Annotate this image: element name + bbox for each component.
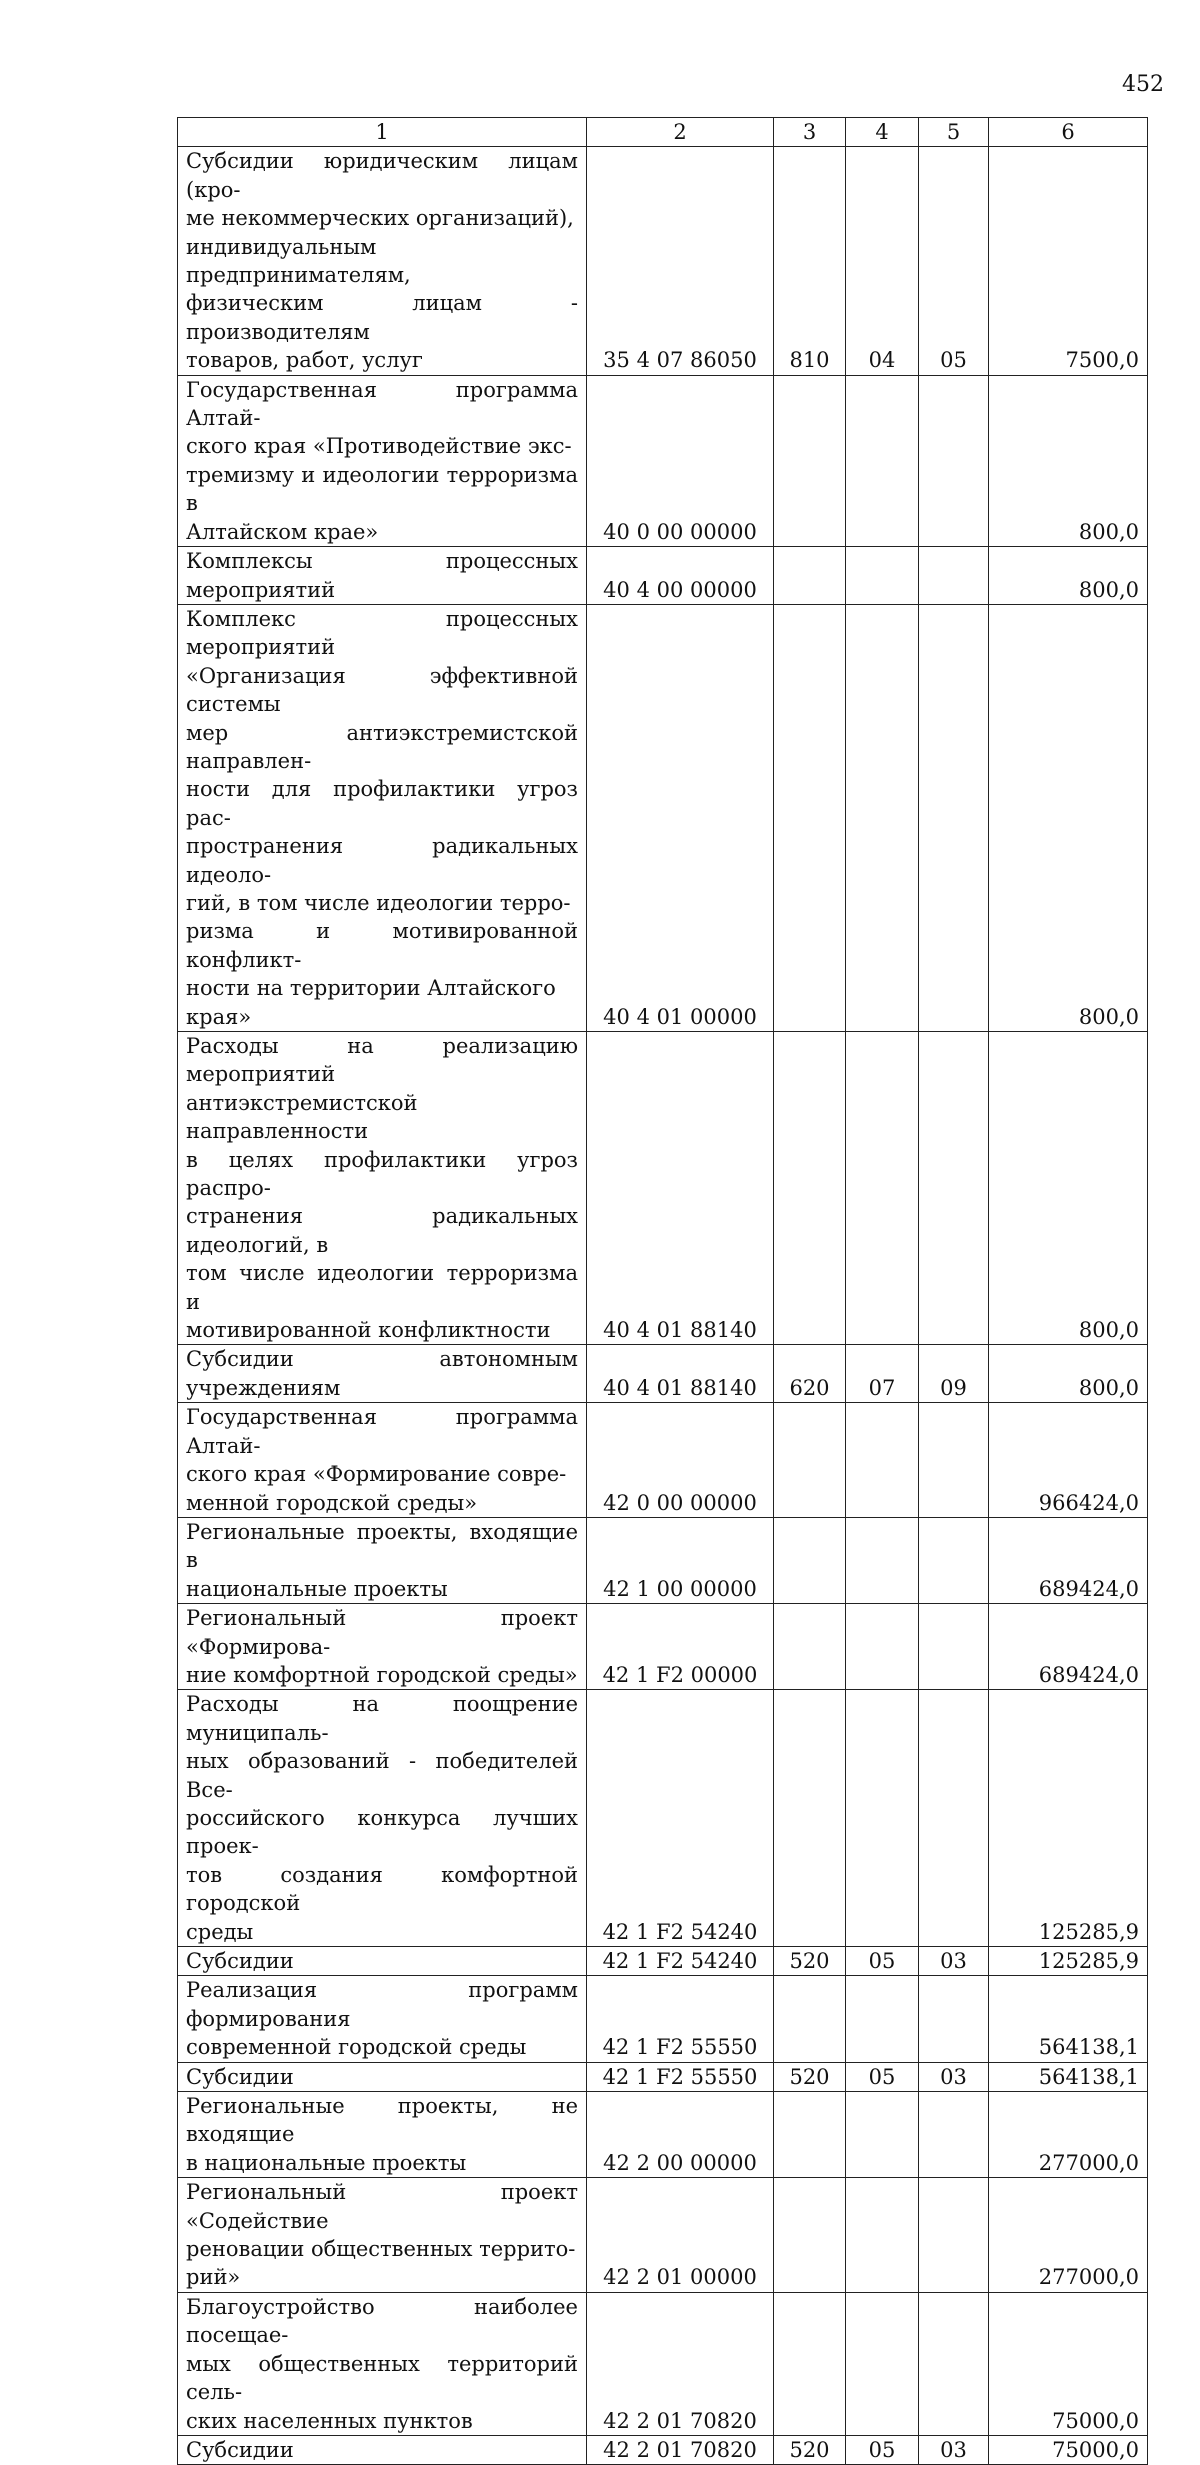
row-col-4: 05 — [846, 2062, 919, 2091]
row-code: 40 4 01 88140 — [587, 1032, 774, 1345]
row-amount: 75000,0 — [989, 2292, 1148, 2435]
row-code: 42 1 F2 00000 — [587, 1604, 774, 1690]
row-name-line: ности на территории Алтайского — [186, 976, 556, 1001]
row-col-3: 520 — [774, 2062, 846, 2091]
row-amount: 564138,1 — [989, 1976, 1148, 2062]
row-name-line: Региональный проект «Содействие — [186, 2180, 578, 2233]
table-row — [178, 2092, 1148, 2178]
row-amount: 689424,0 — [989, 1517, 1148, 1603]
row-name — [178, 2178, 587, 2293]
header-row — [178, 118, 1148, 147]
row-col-5: 05 — [919, 147, 989, 375]
row-amount: 7500,0 — [989, 147, 1148, 375]
row-col-4: 05 — [846, 2435, 919, 2464]
row-amount: 689424,0 — [989, 1604, 1148, 1690]
row-col-3 — [774, 1517, 846, 1603]
table-row — [178, 1947, 1148, 1976]
row-name — [178, 147, 587, 375]
row-name-line: мотивированной конфликтности — [186, 1318, 551, 1343]
row-col-3: 520 — [774, 1947, 846, 1976]
row-name-line: Субсидии — [186, 2064, 294, 2089]
row-code: 42 1 F2 54240 — [587, 1690, 774, 1947]
row-col-4 — [846, 1604, 919, 1690]
table-row — [178, 1517, 1148, 1603]
row-amount: 277000,0 — [989, 2178, 1148, 2293]
row-code: 42 1 F2 55550 — [587, 2062, 774, 2091]
row-col-4 — [846, 1403, 919, 1518]
row-name-line: Реализация программ формирования — [186, 1978, 578, 2031]
row-col-5: 03 — [919, 2062, 989, 2091]
row-name-line: Субсидии — [186, 1949, 294, 1973]
row-name — [178, 375, 587, 546]
row-amount: 800,0 — [989, 604, 1148, 1031]
table-row — [178, 147, 1148, 375]
row-col-3 — [774, 1690, 846, 1947]
row-name-line: пространения радикальных идеоло- — [186, 834, 578, 887]
row-name — [178, 1345, 587, 1403]
row-code: 42 2 00 00000 — [587, 2092, 774, 2178]
row-name — [178, 1947, 587, 1976]
column-header: 5 — [919, 118, 989, 147]
row-code: 42 1 F2 54240 — [587, 1947, 774, 1976]
row-code: 40 4 01 88140 — [587, 1345, 774, 1403]
row-name — [178, 1032, 587, 1345]
row-col-3 — [774, 604, 846, 1031]
row-amount: 800,0 — [989, 547, 1148, 605]
row-col-4: 07 — [846, 1345, 919, 1403]
row-name — [178, 604, 587, 1031]
row-name-line: Расходы на реализацию мероприятий — [186, 1034, 578, 1087]
page-number: 452 — [1122, 72, 1164, 97]
row-col-3: 620 — [774, 1345, 846, 1403]
row-name-line: Расходы на поощрение муниципаль- — [186, 1692, 578, 1745]
column-header: 6 — [989, 118, 1148, 147]
row-name — [178, 2292, 587, 2435]
row-name-line: Региональный проект «Формирова- — [186, 1606, 578, 1659]
row-code: 40 0 00 00000 — [587, 375, 774, 546]
table-row — [178, 1345, 1148, 1403]
row-name — [178, 2092, 587, 2178]
table-row — [178, 2062, 1148, 2091]
row-name-line: Региональные проекты, входящие в — [186, 1519, 578, 1573]
row-col-5: 03 — [919, 1947, 989, 1976]
row-name-line: Государственная программа Алтай- — [186, 377, 578, 431]
row-name-line: Субсидии автономным учреждениям — [186, 1347, 578, 1400]
row-name-line: национальные проекты — [186, 1576, 448, 1601]
row-name — [178, 2062, 587, 2091]
row-name — [178, 1976, 587, 2062]
table-row — [178, 2435, 1148, 2464]
column-header: 3 — [774, 118, 846, 147]
row-name-line: в национальные проекты — [186, 2150, 467, 2175]
row-col-3 — [774, 2178, 846, 2293]
row-name-line: ризма и мотивированной конфликт- — [186, 919, 578, 972]
row-name-line: ского края «Противодействие экс- — [186, 434, 572, 459]
row-col-4 — [846, 1517, 919, 1603]
table-row — [178, 2292, 1148, 2435]
row-col-5 — [919, 1976, 989, 2062]
row-amount: 125285,9 — [989, 1690, 1148, 1947]
row-code: 35 4 07 86050 — [587, 147, 774, 375]
row-name-line: Алтайском крае» — [186, 519, 379, 544]
table-row — [178, 1032, 1148, 1345]
row-col-5 — [919, 2092, 989, 2178]
row-col-4: 04 — [846, 147, 919, 375]
row-name-line: российского конкурса лучших проек- — [186, 1805, 578, 1859]
row-col-3: 810 — [774, 147, 846, 375]
row-col-4 — [846, 2092, 919, 2178]
row-name-line: странения радикальных идеологий, в — [186, 1204, 578, 1257]
row-name-line: современной городской среды — [186, 2035, 527, 2060]
table-row — [178, 1976, 1148, 2062]
row-name-line: среды — [186, 1919, 254, 1944]
row-col-3 — [774, 1032, 846, 1345]
row-col-5: 03 — [919, 2435, 989, 2464]
row-name-line: тов создания комфортной городской — [186, 1862, 578, 1916]
row-col-4 — [846, 2292, 919, 2435]
row-col-3 — [774, 1604, 846, 1690]
row-name-line: Государственная программа Алтай- — [186, 1405, 578, 1458]
row-col-5 — [919, 1690, 989, 1947]
row-col-3 — [774, 1976, 846, 2062]
row-code: 40 4 00 00000 — [587, 547, 774, 605]
row-name-line: ных образований - победителей Все- — [186, 1749, 578, 1802]
row-col-5 — [919, 1604, 989, 1690]
row-name-line: ности для профилактики угроз рас- — [186, 777, 578, 830]
row-name-line: менной городской среды» — [186, 1490, 478, 1515]
row-name-line: Комплексы процессных мероприятий — [186, 549, 578, 602]
row-name-line: Субсидии юридическим лицам (кро- — [186, 149, 578, 202]
row-col-5 — [919, 2292, 989, 2435]
row-amount: 75000,0 — [989, 2435, 1148, 2464]
row-col-3 — [774, 1403, 846, 1518]
row-name — [178, 1403, 587, 1518]
row-col-5 — [919, 375, 989, 546]
row-name-line: Региональные проекты, не входящие — [186, 2094, 578, 2147]
row-col-4 — [846, 375, 919, 546]
table-row — [178, 1403, 1148, 1518]
row-code: 42 2 01 70820 — [587, 2435, 774, 2464]
row-col-4 — [846, 1690, 919, 1947]
row-amount: 277000,0 — [989, 2092, 1148, 2178]
row-name-line: товаров, работ, услуг — [186, 348, 423, 373]
row-name — [178, 1690, 587, 1947]
row-name-line: индивидуальным предпринимателям, — [186, 234, 411, 288]
row-col-4: 05 — [846, 1947, 919, 1976]
row-code: 42 1 00 00000 — [587, 1517, 774, 1603]
table-row — [178, 375, 1148, 546]
row-name-line: тремизму и идеологии терроризма в — [186, 462, 578, 516]
row-col-3 — [774, 375, 846, 546]
row-name-line: в целях профилактики угроз распро- — [186, 1147, 578, 1201]
row-name — [178, 2435, 587, 2464]
row-col-5: 09 — [919, 1345, 989, 1403]
row-amount: 800,0 — [989, 1032, 1148, 1345]
column-header: 2 — [587, 118, 774, 147]
row-amount: 800,0 — [989, 375, 1148, 546]
row-name-line: реновации общественных террито- — [186, 2237, 576, 2262]
row-name-line: ние комфортной городской среды» — [186, 1662, 578, 1687]
row-name-line: «Организация эффективной системы — [186, 663, 578, 717]
row-name-line: антиэкстремистской направленности — [186, 1090, 418, 1144]
row-name-line: Благоустройство наиболее посещае- — [186, 2294, 578, 2348]
row-col-5 — [919, 2178, 989, 2293]
row-name — [178, 1604, 587, 1690]
row-col-4 — [846, 604, 919, 1031]
row-col-4 — [846, 1032, 919, 1345]
row-col-5 — [919, 604, 989, 1031]
row-code: 42 1 F2 55550 — [587, 1976, 774, 2062]
row-name-line: мых общественных территорий сель- — [186, 2351, 578, 2405]
row-amount: 966424,0 — [989, 1403, 1148, 1518]
row-code: 42 0 00 00000 — [587, 1403, 774, 1518]
row-col-3 — [774, 2092, 846, 2178]
row-name-line: физическим лицам - производителям — [186, 291, 578, 344]
table-row — [178, 1690, 1148, 1947]
row-name-line: ских населенных пунктов — [186, 2408, 473, 2433]
row-col-4 — [846, 1976, 919, 2062]
row-amount: 564138,1 — [989, 2062, 1148, 2091]
row-amount: 800,0 — [989, 1345, 1148, 1403]
row-code: 40 4 01 00000 — [587, 604, 774, 1031]
table-row — [178, 2178, 1148, 2293]
row-name-line: Субсидии — [186, 2437, 294, 2462]
row-name-line: том числе идеологии терроризма и — [186, 1261, 578, 1314]
row-col-3: 520 — [774, 2435, 846, 2464]
row-name — [178, 547, 587, 605]
row-name-line: Комплекс процессных мероприятий — [186, 606, 578, 660]
row-col-4 — [846, 2178, 919, 2293]
row-amount: 125285,9 — [989, 1947, 1148, 1976]
row-col-3 — [774, 547, 846, 605]
row-name-line: рий» — [186, 2265, 241, 2290]
row-col-5 — [919, 1032, 989, 1345]
row-code: 42 2 01 00000 — [587, 2178, 774, 2293]
row-col-5 — [919, 1403, 989, 1518]
table-row — [178, 604, 1148, 1031]
table-row — [178, 547, 1148, 605]
table-row — [178, 1604, 1148, 1690]
row-name-line: гий, в том числе идеологии терро- — [186, 890, 571, 915]
row-col-5 — [919, 547, 989, 605]
row-name — [178, 1517, 587, 1603]
column-header: 1 — [178, 118, 587, 147]
row-code: 42 2 01 70820 — [587, 2292, 774, 2435]
row-col-5 — [919, 1517, 989, 1603]
row-name-line: края» — [186, 1004, 252, 1029]
row-name-line: ме некоммерческих организаций), — [186, 206, 574, 231]
row-name-line: ского края «Формирование совре- — [186, 1462, 567, 1487]
row-col-4 — [846, 547, 919, 605]
column-header: 4 — [846, 118, 919, 147]
row-col-3 — [774, 2292, 846, 2435]
budget-table — [177, 117, 1148, 2465]
row-name-line: мер антиэкстремистской направлен- — [186, 720, 578, 773]
